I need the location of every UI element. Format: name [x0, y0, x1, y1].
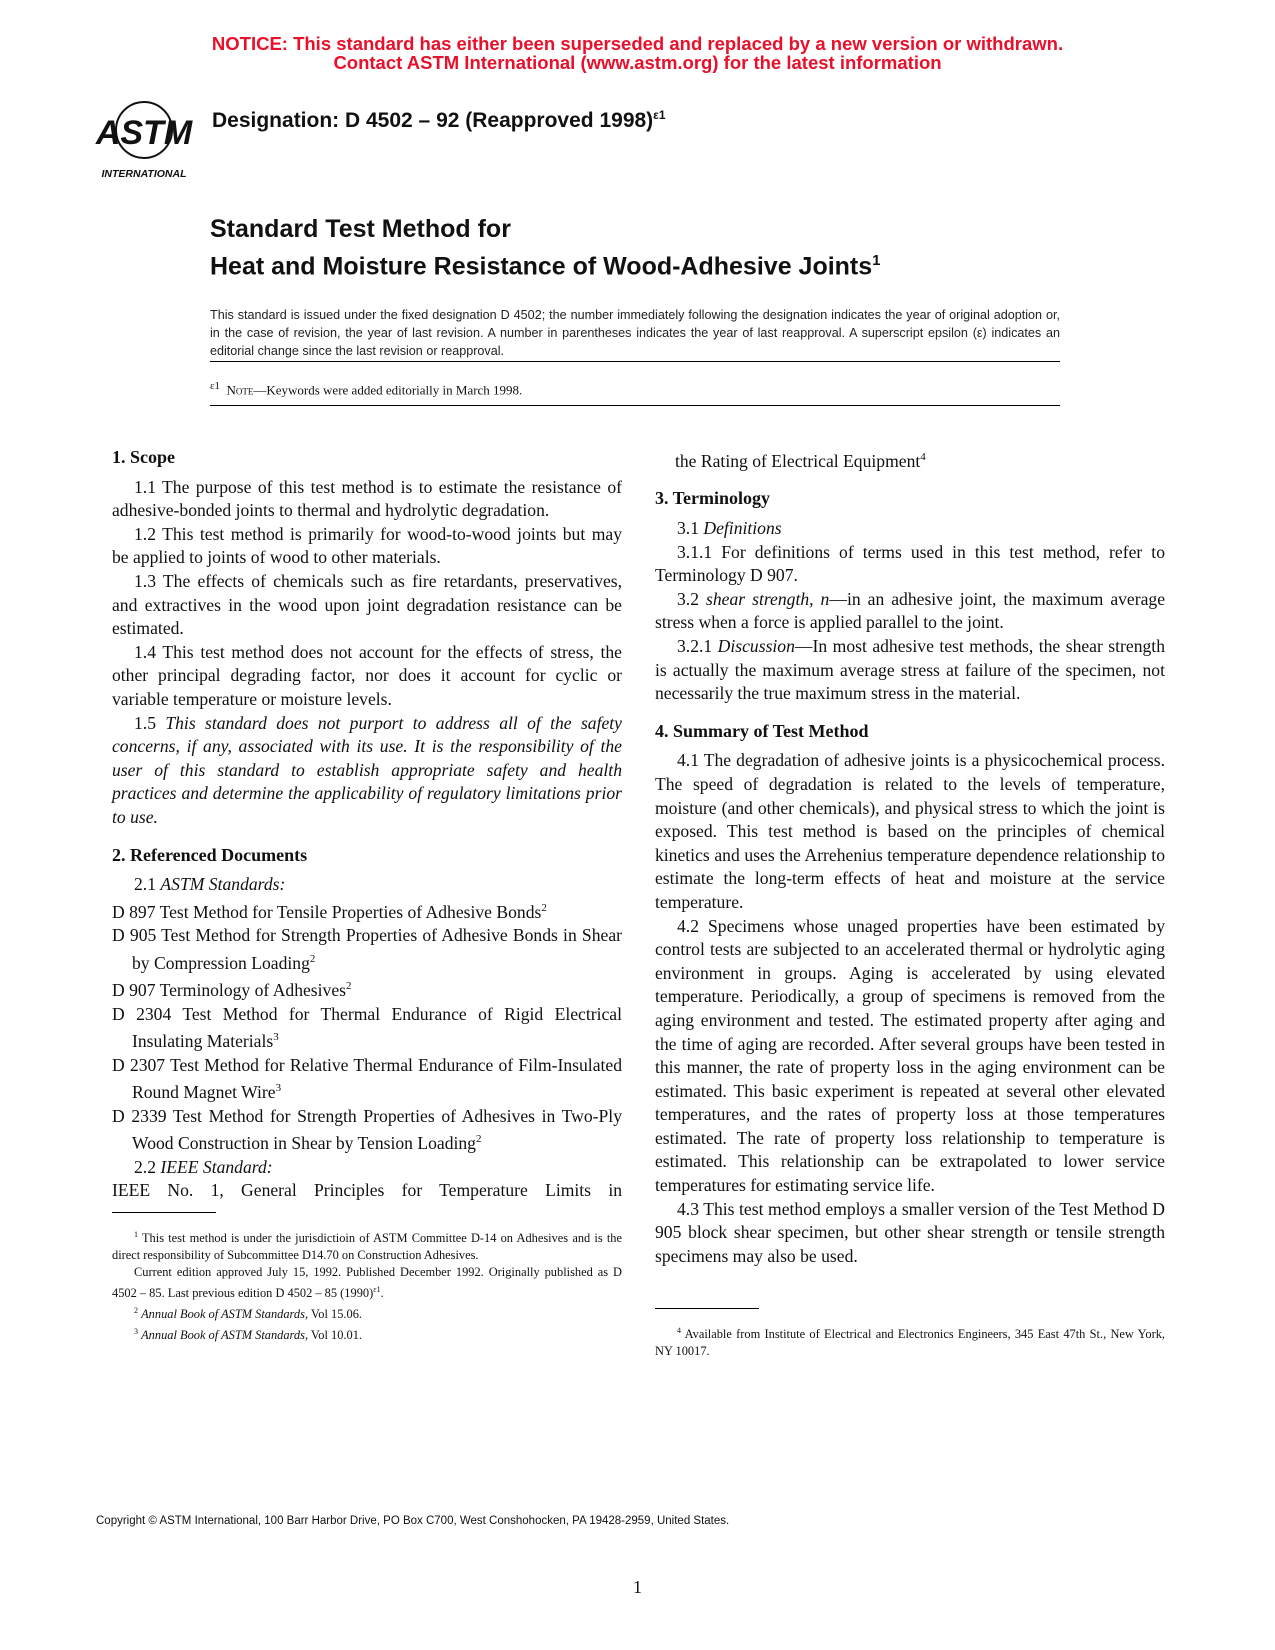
ref-d2307: D 2307 Test Method for Relative Thermal Endurance of Film-Insulated Round Magnet Wire$^3$	[112, 1054, 622, 1103]
section-heading-1: 1. Scope	[112, 447, 175, 467]
astm-logo	[88, 100, 200, 180]
ref-d907: D 907 Terminology of Adhesives$^2$	[112, 980, 352, 1001]
para-3-1: 3.1 Definitions	[677, 518, 782, 539]
copyright-line: Copyright © ASTM International, 100 Barr Harbor Drive, PO Box C700, West Conshohocken, PA 19428-2959, United States.	[96, 1515, 730, 1527]
para-4-1: 4.1 The degradation of adhesive joints is a physicochemical process. The speed of degradation is related to the levels of temperature, moisture (and other chemicals), and physical stress to which the joint is exposed. This test method is based on the principles of chemical kinetics and uses the Arrehenius temperature dependence relationship to estimate the long-term effects of heat and moisture at the service temperature.	[655, 750, 1165, 912]
para-2-2: 2.2 IEEE Standard:	[134, 1156, 273, 1177]
ref-d897: D 897 Test Method for Tensile Properties of Adhesive Bonds$^2$	[112, 901, 547, 922]
para-1-1: 1.1 The purpose of this test method is to estimate the resistance of adhesive-bonded joints to thermal and hydrolytic degradation.	[112, 476, 622, 521]
page-number: 1	[633, 1577, 642, 1597]
note-text: —Keywords were added editorially in March 1998.	[253, 382, 523, 398]
para-3-2: 3.2 shear strength, n—in an adhesive joint, the maximum average stress when a force is applied parallel to the joint.	[655, 588, 1166, 633]
para-3-1-1: 3.1.1 For definitions of terms used in this test method, refer to Terminology D 907.	[655, 541, 1165, 586]
ref-d905: D 905 Test Method for Strength Properties of Adhesive Bonds in Shear by Compression Loading$^2$	[112, 925, 622, 973]
ref-d2304: D 2304 Test Method for Thermal Endurance of Rigid Electrical Insulating Materials$^3$	[112, 1003, 622, 1052]
logo-international: INTERNATIONAL	[101, 168, 187, 180]
footnote-2: $^2$ Annual Book of ASTM Standards, Vol 15.06.	[134, 1306, 362, 1322]
page-title	[210, 214, 881, 282]
logo-letters: ASTM	[95, 114, 193, 152]
para-4-3: 4.3 This test method employs a smaller version of the Test Method D 905 block shear specimen, but other shear strength or tensile strength specimens may also be used.	[655, 1198, 1165, 1266]
section-heading-2: 2. Referenced Documents	[112, 844, 308, 865]
left-column	[112, 446, 622, 1203]
note-label: Note	[226, 382, 254, 398]
title-line-2: Heat and Moisture Resistance of Wood-Adhesive Joints$^1$	[210, 252, 881, 281]
ref-ieee: IEEE No. 1, General Principles for Temperature Limits in	[112, 1180, 622, 1201]
footnote-4: $^4$ Available from Institute of Electrical and Electronics Engineers, 345 East 47th St., New York, NY 10017.	[655, 1326, 1165, 1359]
para-1-4: 1.4 This test method does not account for the effects of stress, the other principal degrading factor, nor does it account for cyclic or variable temperature or moisture levels.	[112, 641, 622, 709]
para-3-2-1: 3.2.1 Discussion—In most adhesive test methods, the shear strength is actually the maximum average stress at failure of the specimen, not necessarily the true maximum stress in the material.	[655, 636, 1165, 704]
para-2-1: 2.1 ASTM Standards:	[134, 874, 286, 895]
right-column	[655, 446, 1165, 1268]
footnote-rule-right	[655, 1308, 759, 1309]
footnote-3: $^3$ Annual Book of ASTM Standards, Vol 10.01.	[134, 1327, 362, 1343]
para-4-2: 4.2 Specimens whose unaged properties have been estimated by control tests are subjected to an accelerated thermal or hydrolytic aging environment in groups. Aging is accelerated by using elevated temperature. Periodically, a group of specimens is removed from the aging environment and tested. The estimated property after aging and the time of aging are recorded. After several groups have been tested in this manner, the rate of property loss in the aging environment can be estimated. This basic experiment is repeated at several other elevated temperatures, and the rates of property loss at those temperatures estimated. The rate of property loss relationship to temperature is estimated. This relationship can be extrapolated to lower service temperatures for estimating service life.	[655, 915, 1165, 1196]
section-heading-4: 4. Summary of Test Method	[655, 720, 869, 741]
title-line-1: Standard Test Method for	[210, 215, 511, 243]
designation	[212, 108, 666, 133]
designation-text: Designation: D 4502 – 92 (Reapproved 1998)	[212, 109, 654, 132]
footnotes-left	[112, 1226, 622, 1345]
notice-line-2: Contact ASTM International (www.astm.org) for the latest information	[333, 52, 942, 73]
notice-banner	[0, 34, 1275, 72]
designation-sup: ε1	[653, 108, 666, 122]
footnote-rule-left	[112, 1212, 216, 1213]
notice-line-1: NOTICE: This standard has either been superseded and replaced by a new version or withdrawn.	[211, 33, 1064, 54]
footnote-1: $^1$ This test method is under the jurisdictioin of ASTM Committee D-14 on Adhesives and is the direct responsibility of Subcommittee D14.70 on Construction Adhesives.	[112, 1230, 623, 1263]
issued-statement: This standard is issued under the fixed designation D 4502; the number immediately following the designation indicates the year of original adoption or, in the case of revision, the year of last revision. A number in parentheses indicates the year of last reapproval. A superscript epsilon (ε) indicates an editorial change since the last revision or reapproval.	[210, 308, 1060, 358]
para-1-5: 1.5 This standard does not purport to address all of the safety concerns, if any, associated with its use. It is the responsibility of the user of this standard to establish appropriate safety and health practices and determine the applicability of regulatory limitations prior to use.	[112, 712, 622, 827]
footnotes-right	[655, 1322, 1165, 1360]
divider-top	[210, 361, 1060, 362]
para-1-3: 1.3 The effects of chemicals such as fire retardants, preservatives, and extractives in the wood upon joint degradation resistance can be estimated.	[112, 570, 622, 639]
divider-bottom	[210, 405, 1060, 406]
note-mark: ε1	[210, 380, 220, 392]
ref-ieee-cont: the Rating of Electrical Equipment$^4$	[675, 450, 926, 471]
editorial-note	[210, 380, 522, 398]
footnote-1b: Current edition approved July 15, 1992. Published December 1992. Originally published as D 4502 – 85. Last previous edition D 4502 – 85 $(1990)^{\varepsilon 1}$.	[112, 1265, 622, 1301]
ref-d2339: D 2339 Test Method for Strength Properties of Adhesives in Two-Ply Wood Construction in Shear by Tension Loading$^2$	[112, 1105, 622, 1154]
section-heading-3: 3. Terminology	[655, 488, 771, 509]
para-1-2: 1.2 This test method is primarily for wood-to-wood joints but may be applied to joints of wood to other materials.	[112, 523, 622, 568]
